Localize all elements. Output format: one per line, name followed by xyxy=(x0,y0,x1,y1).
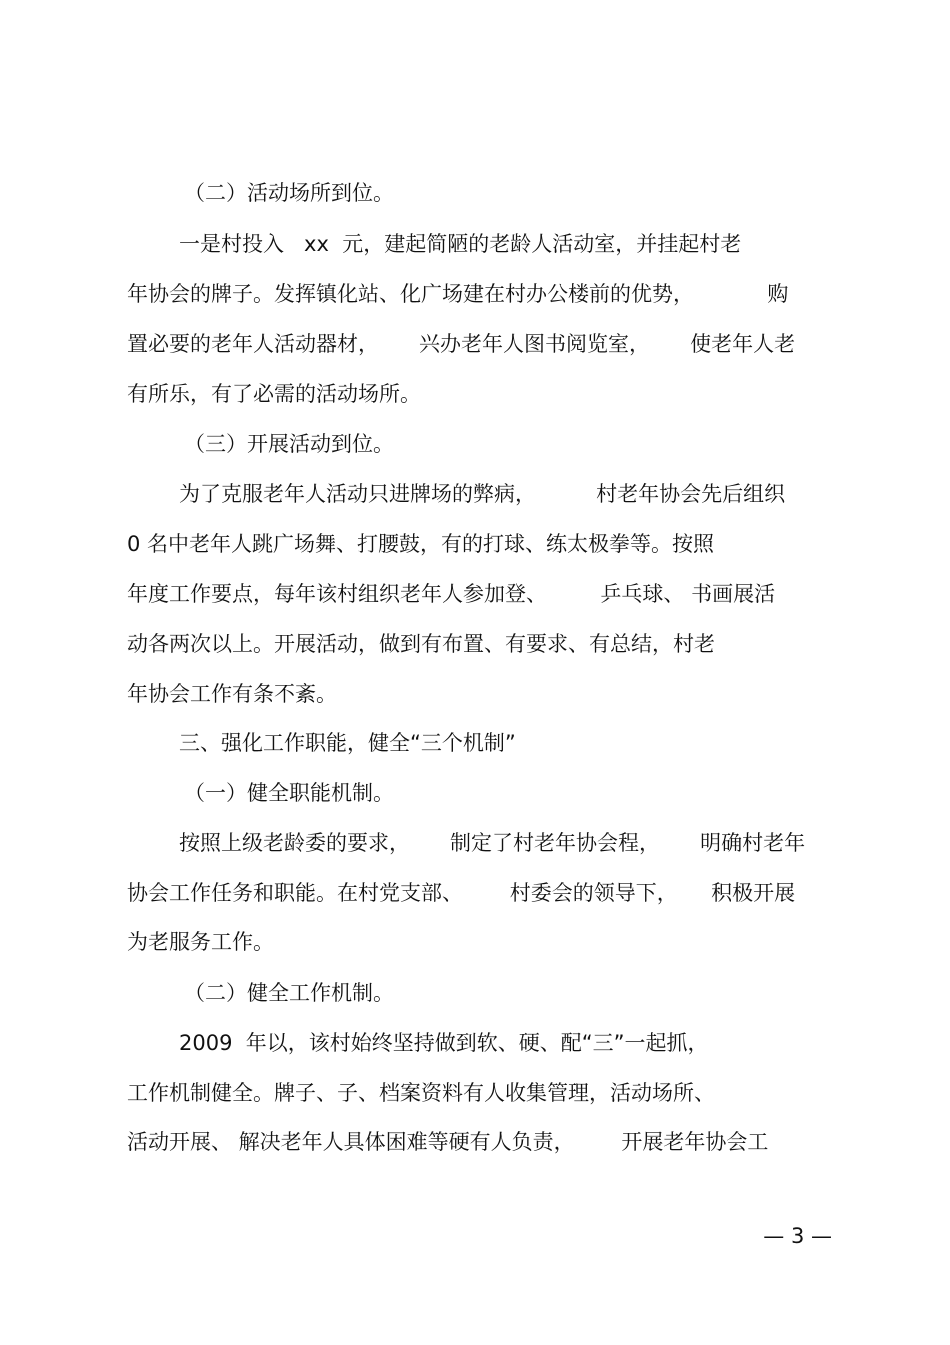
paragraph-line: 年度工作要点，每年该村组织老年人参加登、 乒乓球、 书画展活 xyxy=(127,582,776,606)
section-heading: （二）活动场所到位。 xyxy=(184,181,394,205)
paragraph-line: 活动开展、 解决老年人具体困难等硬有人负责， 开展老年协会工 xyxy=(127,1130,769,1154)
paragraph-line: 协会工作任务和职能。在村党支部、 村委会的领导下， 积极开展 xyxy=(127,881,796,905)
section-heading: （三）开展活动到位。 xyxy=(184,432,394,456)
paragraph-line: 年协会工作有条不紊。 xyxy=(127,682,337,706)
paragraph-line: 置必要的老年人活动器材， 兴办老年人图书阅览室， 使老年人老 xyxy=(127,332,796,356)
paragraph-line: 工作机制健全。牌子、子、档案资料有人收集管理，活动场所、 xyxy=(127,1081,715,1105)
page-number: — 3 — xyxy=(763,1224,832,1248)
section-heading: （二）健全工作机制。 xyxy=(184,981,394,1005)
paragraph-line: 年协会的牌子。发挥镇化站、化广场建在村办公楼前的优势， 购 xyxy=(127,282,789,306)
paragraph-line: 按照上级老龄委的要求， 制定了村老年协会程， 明确村老年 xyxy=(179,831,806,855)
paragraph-line: 2009 年以，该村始终坚持做到软、硬、配“三”一起抓， xyxy=(179,1031,709,1055)
section-heading: （一）健全职能机制。 xyxy=(184,781,394,805)
paragraph-line: 一是村投入 xx 元，建起简陋的老龄人活动室，并挂起村老 xyxy=(179,232,742,256)
section-heading: 三、强化工作职能，健全“三个机制” xyxy=(179,731,516,755)
paragraph-line: 动各两次以上。开展活动，做到有布置、有要求、有总结，村老 xyxy=(127,632,715,656)
paragraph-line: 为老服务工作。 xyxy=(127,930,274,954)
paragraph-line: 0 名中老年人跳广场舞、打腰鼓，有的打球、练太极拳等。按照 xyxy=(127,532,715,556)
paragraph-line: 为了克服老年人活动只进牌场的弊病， 村老年协会先后组织 xyxy=(179,482,786,506)
paragraph-line: 有所乐，有了必需的活动场所。 xyxy=(127,382,421,406)
